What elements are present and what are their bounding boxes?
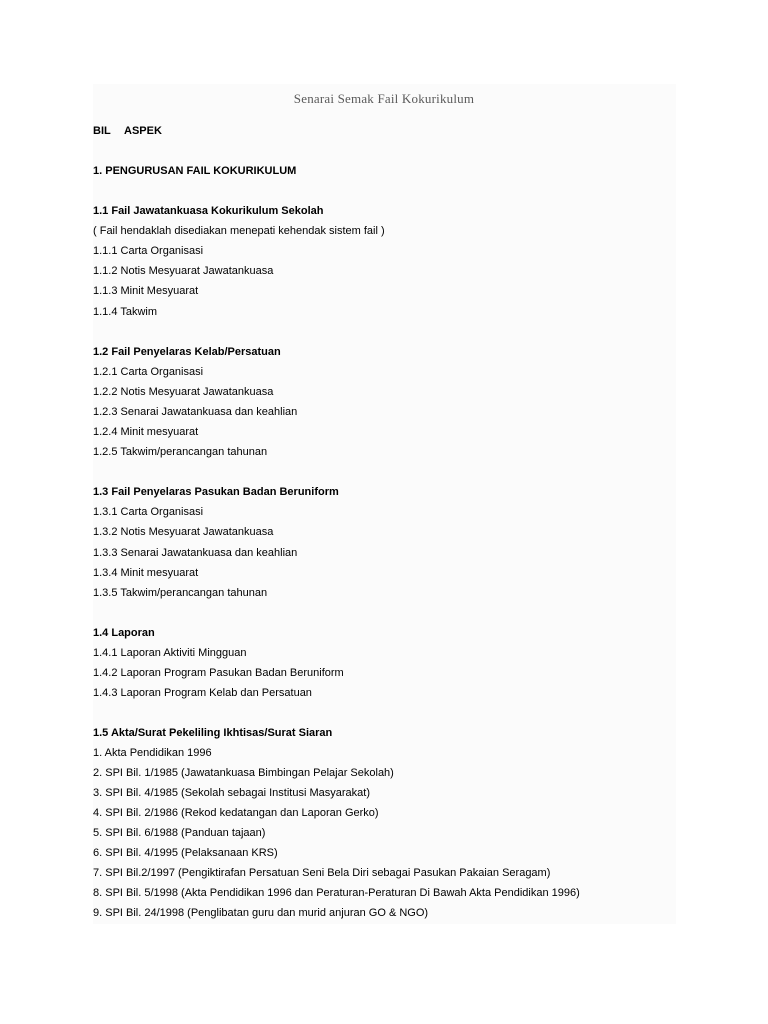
list-item: 4. SPI Bil. 2/1986 (Rekod kedatangan dan Laporan Gerko) — [93, 807, 379, 819]
list-item: 1.2.4 Minit mesyuarat — [93, 426, 199, 438]
list-item: 1.3.1 Carta Organisasi — [93, 506, 204, 518]
column-header-bil: BIL — [93, 125, 111, 137]
subsection-heading: 1.2 Fail Penyelaras Kelab/Persatuan — [93, 346, 281, 358]
list-item: 9. SPI Bil. 24/1998 (Penglibatan guru dan murid anjuran GO & NGO) — [93, 907, 429, 919]
list-item: 7. SPI Bil.2/1997 (Pengiktirafan Persatuan Seni Bela Diri sebagai Pasukan Pakaian Seragam) — [93, 867, 551, 879]
list-item: 1. Akta Pendidikan 1996 — [93, 747, 212, 759]
list-item: 1.2.1 Carta Organisasi — [93, 366, 204, 378]
subsection-heading: 1.5 Akta/Surat Pekeliling Ikhtisas/Surat Siaran — [93, 727, 333, 739]
list-item: 1.2.5 Takwim/perancangan tahunan — [93, 446, 268, 458]
list-item: 1.1.3 Minit Mesyuarat — [93, 285, 199, 297]
list-item: 1.1.1 Carta Organisasi — [93, 245, 204, 257]
list-item: 1.3.2 Notis Mesyuarat Jawatankuasa — [93, 526, 274, 538]
subsection-heading: 1.3 Fail Penyelaras Pasukan Badan Beruniform — [93, 486, 339, 498]
list-item: 1.1.2 Notis Mesyuarat Jawatankuasa — [93, 265, 274, 277]
section-heading: 1. PENGURUSAN FAIL KOKURIKULUM — [93, 165, 297, 177]
list-item: 1.4.1 Laporan Aktiviti Mingguan — [93, 647, 247, 659]
list-item: 2. SPI Bil. 1/1985 (Jawatankuasa Bimbingan Pelajar Sekolah) — [93, 767, 394, 779]
list-item: 1.1.4 Takwim — [93, 306, 157, 318]
list-item: 5. SPI Bil. 6/1988 (Panduan tajaan) — [93, 827, 266, 839]
subsection-heading: 1.1 Fail Jawatankuasa Kokurikulum Sekolah — [93, 205, 324, 217]
list-item: 1.4.2 Laporan Program Pasukan Badan Beruniform — [93, 667, 344, 679]
subsection-note: ( Fail hendaklah disediakan menepati kehendak sistem fail ) — [93, 225, 385, 237]
list-item: 1.4.3 Laporan Program Kelab dan Persatuan — [93, 687, 312, 699]
list-item: 3. SPI Bil. 4/1985 (Sekolah sebagai Institusi Masyarakat) — [93, 787, 370, 799]
list-item: 8. SPI Bil. 5/1998 (Akta Pendidikan 1996 dan Peraturan-Peraturan Di Bawah Akta Pendidikan 1996) — [93, 887, 580, 899]
list-item: 1.2.3 Senarai Jawatankuasa dan keahlian — [93, 406, 298, 418]
list-item: 1.2.2 Notis Mesyuarat Jawatankuasa — [93, 386, 274, 398]
list-item: 1.3.3 Senarai Jawatankuasa dan keahlian — [93, 547, 298, 559]
list-item: 1.3.5 Takwim/perancangan tahunan — [93, 587, 268, 599]
subsection-heading: 1.4 Laporan — [93, 627, 155, 639]
list-item: 1.3.4 Minit mesyuarat — [93, 567, 199, 579]
document-title: Senarai Semak Fail Kokurikulum — [293, 91, 475, 106]
list-item: 6. SPI Bil. 4/1995 (Pelaksanaan KRS) — [93, 847, 278, 859]
column-header-aspek: ASPEK — [124, 125, 162, 137]
